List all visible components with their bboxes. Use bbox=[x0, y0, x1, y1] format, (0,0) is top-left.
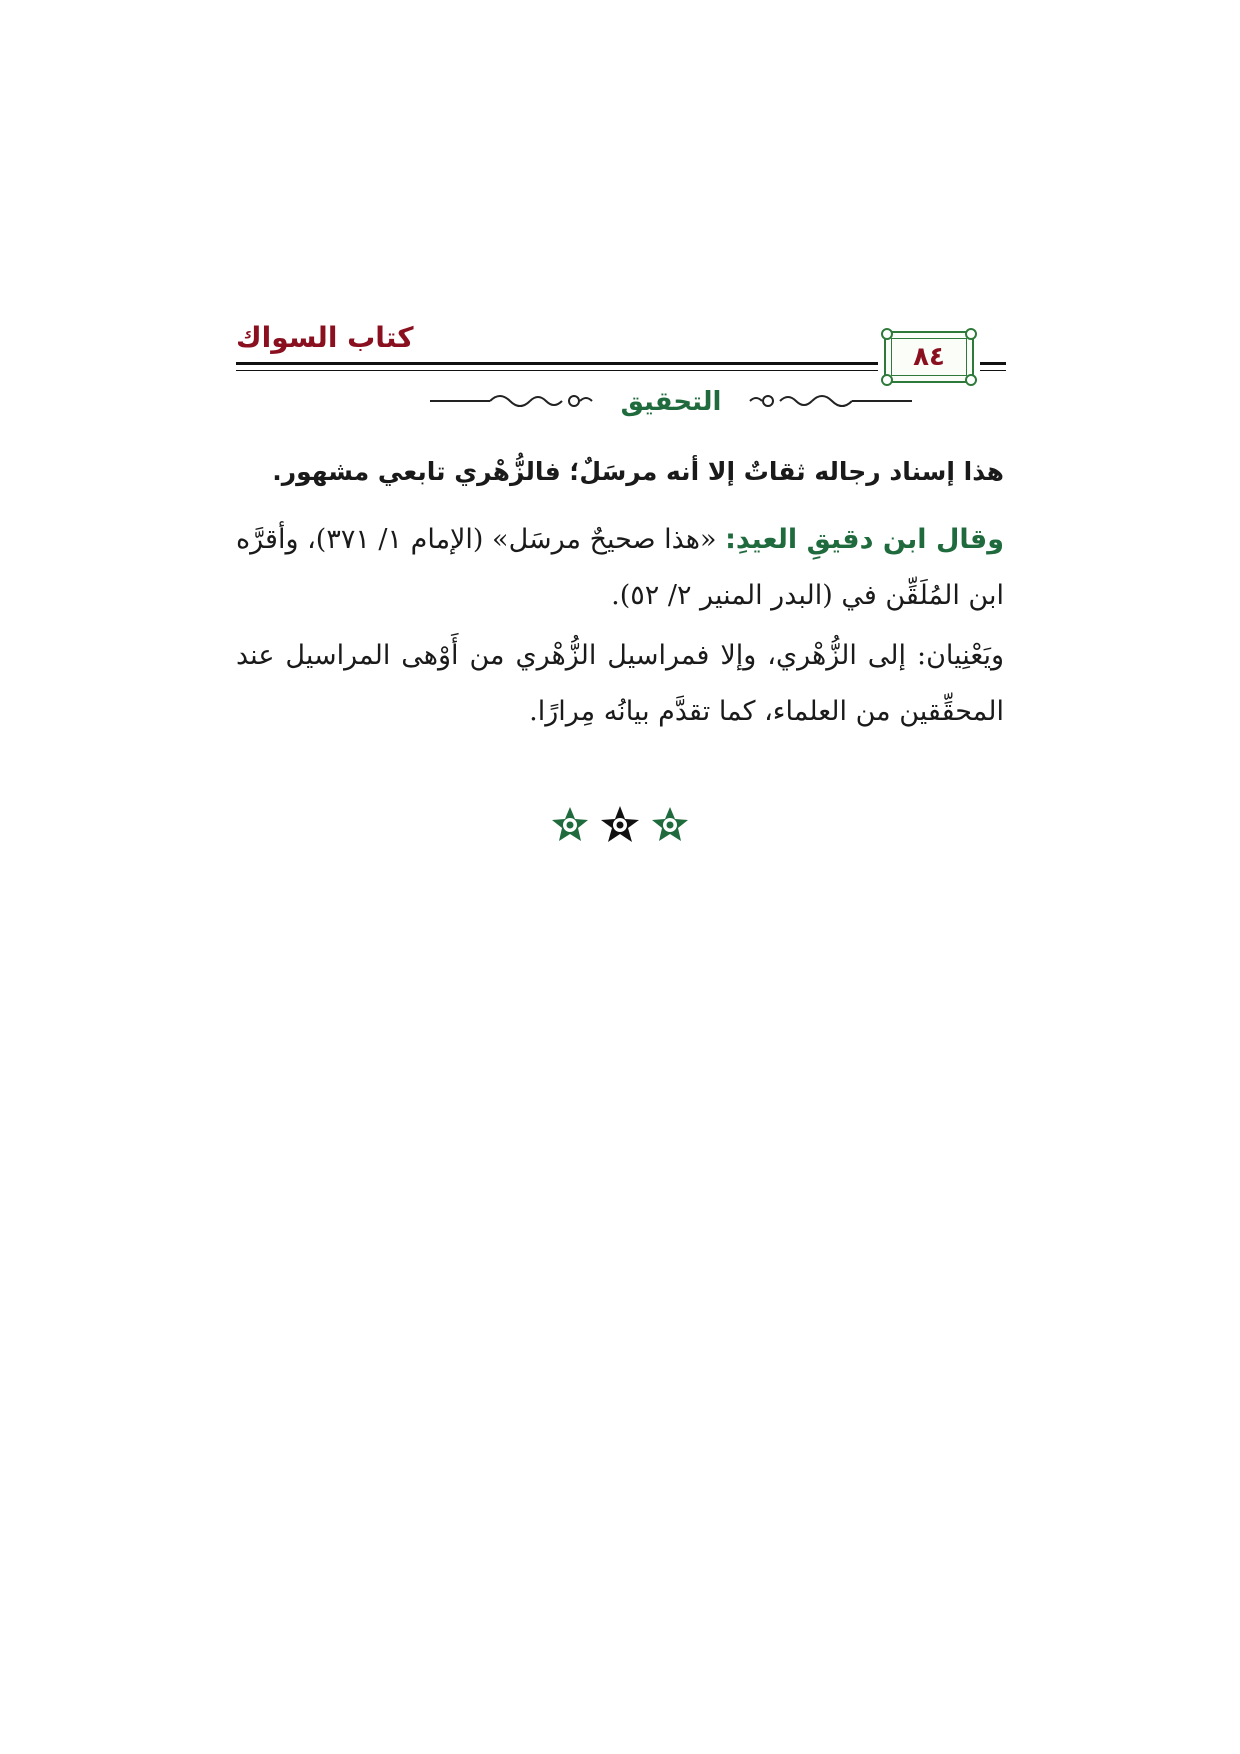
book-title: كتاب السواك bbox=[236, 321, 414, 354]
paragraph-2-lead: وقال ابن دقيقِ العيدِ: bbox=[725, 524, 1004, 555]
header-rule-top bbox=[236, 362, 878, 365]
page-number: ٨٤ bbox=[913, 342, 945, 372]
paragraph-2-text: «هذا صحيحٌ مرسَل» (الإمام ١/ ٣٧١)، وأقرَّه ابن المُلَقِّن في (البدر المنير ٢/ ٥٢). bbox=[236, 524, 1004, 611]
paragraph-2 bbox=[236, 512, 1004, 624]
header-rule-right-bottom bbox=[980, 370, 1006, 371]
header-rule-right-top bbox=[980, 362, 1006, 365]
paragraph-3: ويَعْنِيان: إلى الزُّهْري، وإلا فمراسيل الزُّهْري من أَوْهى المراسيل عند المحقِّقين من العلماء، كما تقدَّم بيانُه مِرارًا. bbox=[236, 640, 1004, 727]
three-floral-ornaments-icon bbox=[548, 801, 692, 849]
header-rule-bottom bbox=[236, 370, 878, 371]
section-title: التحقيق bbox=[620, 387, 722, 417]
page-number-frame bbox=[884, 331, 974, 383]
scroll-flourish-icon bbox=[430, 385, 596, 415]
scroll-flourish-icon bbox=[746, 385, 912, 415]
paragraph-1: هذا إسناد رجاله ثقاتٌ إلا أنه مرسَلٌ؛ فالزُّهْري تابعي مشهور. bbox=[272, 457, 1004, 486]
